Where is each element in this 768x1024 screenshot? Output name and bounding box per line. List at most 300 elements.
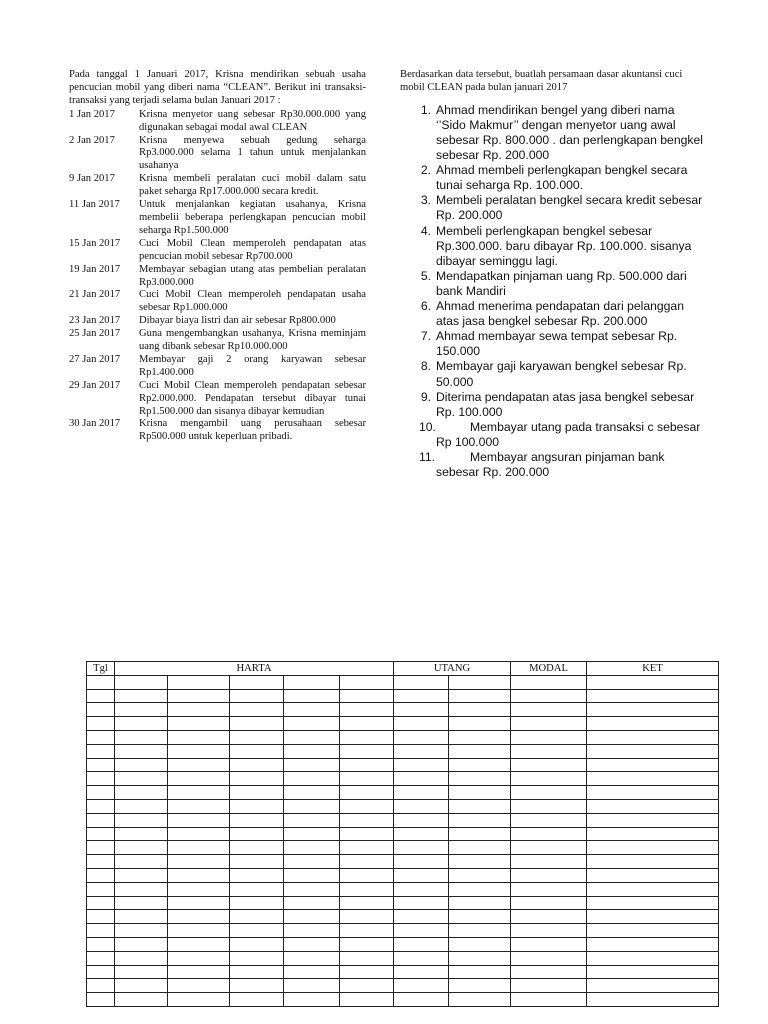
table-cell[interactable] bbox=[394, 689, 449, 703]
table-cell[interactable] bbox=[230, 896, 284, 910]
table-cell[interactable] bbox=[168, 799, 230, 813]
table-row bbox=[87, 882, 719, 896]
table-cell[interactable] bbox=[587, 896, 719, 910]
table-cell[interactable] bbox=[168, 937, 230, 951]
table-cell[interactable] bbox=[168, 717, 230, 731]
table-cell[interactable] bbox=[340, 772, 394, 786]
transaction-date: 29 Jan 2017 bbox=[69, 379, 121, 391]
table-cell[interactable] bbox=[449, 882, 511, 896]
table-cell[interactable] bbox=[449, 675, 511, 689]
table-cell[interactable] bbox=[511, 786, 587, 800]
exercise-text: Membayar gaji karyawan bengkel sebesar Rp. 50.000 bbox=[436, 359, 687, 389]
table-row bbox=[87, 965, 719, 979]
table-cell[interactable] bbox=[394, 896, 449, 910]
table-cell[interactable] bbox=[168, 910, 230, 924]
table-cell[interactable] bbox=[449, 855, 511, 869]
table-cell[interactable] bbox=[168, 965, 230, 979]
table-cell[interactable] bbox=[284, 951, 340, 965]
table-cell[interactable] bbox=[511, 841, 587, 855]
table-cell[interactable] bbox=[87, 689, 115, 703]
table-cell[interactable] bbox=[87, 937, 115, 951]
transaction-date: 23 Jan 2017 bbox=[69, 315, 121, 327]
table-cell[interactable] bbox=[115, 772, 168, 786]
table-cell[interactable] bbox=[511, 924, 587, 938]
table-cell[interactable] bbox=[230, 855, 284, 869]
table-cell[interactable] bbox=[87, 675, 115, 689]
table-cell[interactable] bbox=[394, 827, 449, 841]
table-cell[interactable] bbox=[340, 924, 394, 938]
table-row bbox=[87, 937, 719, 951]
exercise-number: 8. bbox=[420, 359, 431, 374]
table-cell[interactable] bbox=[284, 855, 340, 869]
table-cell[interactable] bbox=[511, 730, 587, 744]
table-cell[interactable] bbox=[511, 993, 587, 1007]
exercise-number: 4. bbox=[420, 223, 431, 238]
table-cell[interactable] bbox=[340, 896, 394, 910]
table-cell[interactable] bbox=[87, 993, 115, 1007]
table-cell[interactable] bbox=[587, 689, 719, 703]
table-cell[interactable] bbox=[284, 979, 340, 993]
transaction-date: 15 Jan 2017 bbox=[69, 237, 121, 249]
transaction-description: Membayar gaji 2 orang karyawan sebesar Rp1.400.000 bbox=[139, 353, 366, 378]
table-cell[interactable] bbox=[115, 730, 168, 744]
transaction-description: Krisna menyetor uang sebesar Rp30.000.000 yang digunakan sebagai modal awal CLEAN bbox=[139, 108, 366, 133]
table-cell[interactable] bbox=[230, 717, 284, 731]
table-cell[interactable] bbox=[87, 855, 115, 869]
table-cell[interactable] bbox=[587, 703, 719, 717]
exercise-list bbox=[400, 103, 705, 480]
transaction-date: 30 Jan 2017 bbox=[69, 418, 121, 430]
table-cell[interactable] bbox=[284, 717, 340, 731]
table-cell[interactable] bbox=[230, 689, 284, 703]
table-cell[interactable] bbox=[511, 689, 587, 703]
table-cell[interactable] bbox=[284, 924, 340, 938]
table-cell[interactable] bbox=[511, 965, 587, 979]
table-cell[interactable] bbox=[511, 675, 587, 689]
intro-paragraph: Pada tanggal 1 Januari 2017, Krisna mendirikan sebuah usaha pencucian mobil yang diberi nama “CLEAN”. Berikut ini transaksi-transaksi yang terjadi selama bulan Januari 2017 : bbox=[69, 69, 366, 106]
table-cell[interactable] bbox=[87, 924, 115, 938]
table-cell[interactable] bbox=[87, 896, 115, 910]
table-cell[interactable] bbox=[168, 772, 230, 786]
table-cell[interactable] bbox=[340, 827, 394, 841]
table-row bbox=[87, 868, 719, 882]
table-cell[interactable] bbox=[115, 689, 168, 703]
table-cell[interactable] bbox=[511, 910, 587, 924]
table-cell[interactable] bbox=[230, 910, 284, 924]
table-cell[interactable] bbox=[230, 675, 284, 689]
table-cell[interactable] bbox=[340, 993, 394, 1007]
transaction-date: 25 Jan 2017 bbox=[69, 328, 121, 340]
table-cell[interactable] bbox=[284, 937, 340, 951]
table-cell[interactable] bbox=[115, 993, 168, 1007]
table-body bbox=[87, 675, 719, 1006]
table-cell[interactable] bbox=[284, 896, 340, 910]
table-cell[interactable] bbox=[394, 868, 449, 882]
table-cell[interactable] bbox=[394, 813, 449, 827]
table-cell[interactable] bbox=[587, 882, 719, 896]
table-cell[interactable] bbox=[87, 882, 115, 896]
transaction-item bbox=[69, 199, 366, 238]
exercise-item bbox=[400, 450, 705, 480]
table-cell[interactable] bbox=[168, 979, 230, 993]
table-cell[interactable] bbox=[587, 841, 719, 855]
table-cell[interactable] bbox=[115, 910, 168, 924]
table-cell[interactable] bbox=[394, 965, 449, 979]
transaction-list bbox=[69, 109, 366, 445]
table-cell[interactable] bbox=[394, 937, 449, 951]
table-cell[interactable] bbox=[115, 979, 168, 993]
table-cell[interactable] bbox=[230, 730, 284, 744]
table-cell[interactable] bbox=[449, 744, 511, 758]
table-cell[interactable] bbox=[168, 951, 230, 965]
table-row bbox=[87, 910, 719, 924]
table-cell[interactable] bbox=[340, 717, 394, 731]
table-cell[interactable] bbox=[284, 689, 340, 703]
table-cell[interactable] bbox=[394, 951, 449, 965]
table-cell[interactable] bbox=[449, 703, 511, 717]
table-cell[interactable] bbox=[230, 882, 284, 896]
exercise-item bbox=[400, 420, 705, 450]
table-cell[interactable] bbox=[449, 965, 511, 979]
table-cell[interactable] bbox=[340, 979, 394, 993]
transaction-date: 21 Jan 2017 bbox=[69, 289, 121, 301]
table-cell[interactable] bbox=[115, 827, 168, 841]
table-cell[interactable] bbox=[340, 799, 394, 813]
table-cell[interactable] bbox=[230, 799, 284, 813]
table-cell[interactable] bbox=[87, 841, 115, 855]
table-cell[interactable] bbox=[587, 979, 719, 993]
table-cell[interactable] bbox=[168, 730, 230, 744]
accounting-equation-table bbox=[86, 661, 719, 1007]
table-cell[interactable] bbox=[449, 910, 511, 924]
table-cell[interactable] bbox=[340, 786, 394, 800]
table-cell[interactable] bbox=[340, 703, 394, 717]
table-cell[interactable] bbox=[511, 937, 587, 951]
transaction-description: Krisna menyewa sebuah gedung seharga Rp3.000.000 selama 1 tahun untuk menjalankan usahanya bbox=[139, 134, 366, 172]
table-cell[interactable] bbox=[115, 937, 168, 951]
table-cell[interactable] bbox=[449, 730, 511, 744]
table-cell[interactable] bbox=[115, 813, 168, 827]
table-cell[interactable] bbox=[340, 937, 394, 951]
table-cell[interactable] bbox=[394, 675, 449, 689]
table-cell[interactable] bbox=[340, 744, 394, 758]
table-cell[interactable] bbox=[511, 855, 587, 869]
table-cell[interactable] bbox=[230, 758, 284, 772]
table-cell[interactable] bbox=[168, 882, 230, 896]
table-cell[interactable] bbox=[284, 882, 340, 896]
table-cell[interactable] bbox=[511, 703, 587, 717]
exercise-number: 10. bbox=[419, 419, 436, 434]
table-cell[interactable] bbox=[284, 758, 340, 772]
table-cell[interactable] bbox=[511, 799, 587, 813]
table-row bbox=[87, 993, 719, 1007]
table-cell[interactable] bbox=[230, 868, 284, 882]
table-cell[interactable] bbox=[168, 675, 230, 689]
table-cell[interactable] bbox=[511, 882, 587, 896]
table-cell[interactable] bbox=[87, 730, 115, 744]
transaction-item bbox=[69, 135, 366, 174]
table-cell[interactable] bbox=[394, 786, 449, 800]
table-cell[interactable] bbox=[587, 813, 719, 827]
table-cell[interactable] bbox=[284, 675, 340, 689]
table-cell[interactable] bbox=[230, 841, 284, 855]
table-cell[interactable] bbox=[340, 882, 394, 896]
table-cell[interactable] bbox=[394, 979, 449, 993]
table-cell[interactable] bbox=[115, 786, 168, 800]
table-cell[interactable] bbox=[87, 703, 115, 717]
header-modal: MODAL bbox=[511, 662, 587, 676]
table-cell[interactable] bbox=[394, 924, 449, 938]
table-cell[interactable] bbox=[449, 717, 511, 731]
header-utang: UTANG bbox=[394, 662, 511, 676]
table-cell[interactable] bbox=[87, 965, 115, 979]
table-cell[interactable] bbox=[587, 993, 719, 1007]
table-cell[interactable] bbox=[284, 744, 340, 758]
table-cell[interactable] bbox=[587, 799, 719, 813]
table-cell[interactable] bbox=[449, 924, 511, 938]
table-cell[interactable] bbox=[394, 993, 449, 1007]
table-cell[interactable] bbox=[587, 786, 719, 800]
table-cell[interactable] bbox=[168, 841, 230, 855]
table-cell[interactable] bbox=[449, 772, 511, 786]
table-cell[interactable] bbox=[394, 730, 449, 744]
table-cell[interactable] bbox=[115, 951, 168, 965]
table-cell[interactable] bbox=[394, 717, 449, 731]
table-row bbox=[87, 813, 719, 827]
transaction-date: 11 Jan 2017 bbox=[69, 199, 120, 211]
table-cell[interactable] bbox=[394, 758, 449, 772]
table-cell[interactable] bbox=[284, 993, 340, 1007]
table-cell[interactable] bbox=[168, 813, 230, 827]
table-cell[interactable] bbox=[340, 730, 394, 744]
transaction-date: 9 Jan 2017 bbox=[69, 173, 115, 185]
table-cell[interactable] bbox=[284, 703, 340, 717]
table-cell[interactable] bbox=[87, 799, 115, 813]
table-cell[interactable] bbox=[449, 937, 511, 951]
table-cell[interactable] bbox=[87, 717, 115, 731]
table-cell[interactable] bbox=[115, 758, 168, 772]
exercise-item bbox=[400, 103, 705, 163]
table-cell[interactable] bbox=[449, 993, 511, 1007]
table-cell[interactable] bbox=[168, 758, 230, 772]
table-cell[interactable] bbox=[230, 772, 284, 786]
table-cell[interactable] bbox=[587, 744, 719, 758]
table-cell[interactable] bbox=[340, 675, 394, 689]
table-cell[interactable] bbox=[394, 855, 449, 869]
table-cell[interactable] bbox=[449, 813, 511, 827]
table-cell[interactable] bbox=[449, 896, 511, 910]
table-cell[interactable] bbox=[115, 717, 168, 731]
table-cell[interactable] bbox=[340, 689, 394, 703]
table-cell[interactable] bbox=[284, 799, 340, 813]
table-cell[interactable] bbox=[340, 855, 394, 869]
table-cell[interactable] bbox=[394, 841, 449, 855]
exercise-text: Membeli perlengkapan bengkel sebesar Rp.300.000. baru dibayar Rp. 100.000. sisanya dibayar seminggu lagi. bbox=[436, 223, 692, 268]
table-cell[interactable] bbox=[449, 827, 511, 841]
exercise-item bbox=[400, 329, 705, 359]
table-cell[interactable] bbox=[511, 979, 587, 993]
table-cell[interactable] bbox=[449, 841, 511, 855]
table-cell[interactable] bbox=[587, 758, 719, 772]
table-cell[interactable] bbox=[230, 786, 284, 800]
table-cell[interactable] bbox=[511, 813, 587, 827]
table-row bbox=[87, 799, 719, 813]
table-cell[interactable] bbox=[340, 910, 394, 924]
table-cell[interactable] bbox=[168, 827, 230, 841]
transaction-description: Cuci Mobil Clean memperoleh pendapatan usaha sebesar Rp1.000.000 bbox=[139, 289, 366, 314]
exercise-number: 11. bbox=[419, 449, 436, 464]
table-cell[interactable] bbox=[587, 772, 719, 786]
table-cell[interactable] bbox=[394, 910, 449, 924]
table-cell[interactable] bbox=[230, 813, 284, 827]
table-cell[interactable] bbox=[511, 758, 587, 772]
header-tgl: Tgl bbox=[87, 662, 115, 676]
exercise-item bbox=[400, 269, 705, 299]
table-cell[interactable] bbox=[230, 951, 284, 965]
exercise-number: 7. bbox=[420, 329, 431, 344]
table-cell[interactable] bbox=[587, 924, 719, 938]
table-cell[interactable] bbox=[449, 799, 511, 813]
table-cell[interactable] bbox=[394, 744, 449, 758]
table-cell[interactable] bbox=[587, 937, 719, 951]
table-cell[interactable] bbox=[168, 868, 230, 882]
table-cell[interactable] bbox=[168, 786, 230, 800]
table-cell[interactable] bbox=[230, 744, 284, 758]
table-cell[interactable] bbox=[284, 786, 340, 800]
table-cell[interactable] bbox=[115, 675, 168, 689]
table-cell[interactable] bbox=[230, 993, 284, 1007]
table-cell[interactable] bbox=[511, 772, 587, 786]
table-cell[interactable] bbox=[115, 744, 168, 758]
table-cell[interactable] bbox=[115, 703, 168, 717]
table-cell[interactable] bbox=[284, 841, 340, 855]
transaction-item bbox=[69, 418, 366, 444]
table-cell[interactable] bbox=[511, 717, 587, 731]
table-cell[interactable] bbox=[168, 744, 230, 758]
table-cell[interactable] bbox=[230, 979, 284, 993]
transaction-item bbox=[69, 354, 366, 380]
table-cell[interactable] bbox=[449, 979, 511, 993]
table-cell[interactable] bbox=[587, 910, 719, 924]
table-cell[interactable] bbox=[115, 868, 168, 882]
transaction-date: 19 Jan 2017 bbox=[69, 263, 121, 275]
table-cell[interactable] bbox=[115, 799, 168, 813]
table-cell[interactable] bbox=[284, 868, 340, 882]
transaction-description: Untuk menjalankan kegiatan usahanya, Krisna membelii beberapa perlengkapan pencucian mobil seharga Rp1.500.000 bbox=[139, 199, 366, 236]
table-cell[interactable] bbox=[87, 827, 115, 841]
exercise-section bbox=[400, 69, 705, 480]
table-cell[interactable] bbox=[340, 965, 394, 979]
table-cell[interactable] bbox=[230, 965, 284, 979]
table-cell[interactable] bbox=[340, 841, 394, 855]
table-cell[interactable] bbox=[284, 730, 340, 744]
header-harta: HARTA bbox=[115, 662, 394, 676]
table-cell[interactable] bbox=[394, 882, 449, 896]
table-cell[interactable] bbox=[449, 951, 511, 965]
table-cell[interactable] bbox=[87, 758, 115, 772]
table-cell[interactable] bbox=[340, 813, 394, 827]
table-cell[interactable] bbox=[449, 786, 511, 800]
table-cell[interactable] bbox=[115, 841, 168, 855]
table-cell[interactable] bbox=[115, 965, 168, 979]
table-cell[interactable] bbox=[115, 896, 168, 910]
table-cell[interactable] bbox=[284, 965, 340, 979]
table-row bbox=[87, 951, 719, 965]
table-cell[interactable] bbox=[511, 868, 587, 882]
table-cell[interactable] bbox=[587, 951, 719, 965]
table-cell[interactable] bbox=[587, 965, 719, 979]
table-cell[interactable] bbox=[587, 717, 719, 731]
table-cell[interactable] bbox=[168, 896, 230, 910]
table-cell[interactable] bbox=[394, 799, 449, 813]
exercise-number: 9. bbox=[420, 389, 431, 404]
table-cell[interactable] bbox=[87, 868, 115, 882]
table-cell[interactable] bbox=[340, 758, 394, 772]
table-cell[interactable] bbox=[449, 758, 511, 772]
table-cell[interactable] bbox=[168, 689, 230, 703]
table-cell[interactable] bbox=[394, 772, 449, 786]
table-cell[interactable] bbox=[511, 896, 587, 910]
table-cell[interactable] bbox=[449, 868, 511, 882]
table-cell[interactable] bbox=[230, 703, 284, 717]
table-cell[interactable] bbox=[87, 951, 115, 965]
table-cell[interactable] bbox=[284, 910, 340, 924]
table-cell[interactable] bbox=[87, 813, 115, 827]
transaction-item bbox=[69, 289, 366, 315]
table-cell[interactable] bbox=[115, 855, 168, 869]
table-cell[interactable] bbox=[449, 689, 511, 703]
table-cell[interactable] bbox=[587, 730, 719, 744]
table-cell[interactable] bbox=[230, 937, 284, 951]
exercise-number: 5. bbox=[420, 268, 431, 283]
table-cell[interactable] bbox=[168, 993, 230, 1007]
table-cell[interactable] bbox=[230, 827, 284, 841]
table-cell[interactable] bbox=[115, 882, 168, 896]
exercise-item bbox=[400, 224, 705, 269]
table-cell[interactable] bbox=[168, 924, 230, 938]
table-cell[interactable] bbox=[511, 744, 587, 758]
table-cell[interactable] bbox=[511, 827, 587, 841]
table-row bbox=[87, 703, 719, 717]
table-cell[interactable] bbox=[340, 951, 394, 965]
table-cell[interactable] bbox=[394, 703, 449, 717]
table-cell[interactable] bbox=[284, 813, 340, 827]
table-cell[interactable] bbox=[230, 924, 284, 938]
table-cell[interactable] bbox=[284, 827, 340, 841]
transaction-item bbox=[69, 238, 366, 264]
table-cell[interactable] bbox=[587, 675, 719, 689]
exercise-text: Ahmad menerima pendapatan dari pelanggan atas jasa bengkel sebesar Rp. 200.000 bbox=[436, 299, 684, 329]
table-cell[interactable] bbox=[87, 744, 115, 758]
table-cell[interactable] bbox=[587, 855, 719, 869]
table-cell[interactable] bbox=[340, 868, 394, 882]
exercise-instruction: Berdasarkan data tersebut, buatlah persamaan dasar akuntansi cuci mobil CLEAN pada bulan januari 2017 bbox=[400, 69, 683, 93]
transaction-item bbox=[69, 328, 366, 354]
table-cell[interactable] bbox=[587, 827, 719, 841]
table-cell[interactable] bbox=[87, 910, 115, 924]
transaction-description: Cuci Mobil Clean memperoleh pendapatan atas pencucian mobil sebesar Rp700.000 bbox=[139, 237, 366, 262]
table-cell[interactable] bbox=[284, 772, 340, 786]
table-cell[interactable] bbox=[115, 924, 168, 938]
table-cell[interactable] bbox=[87, 979, 115, 993]
table-cell[interactable] bbox=[587, 868, 719, 882]
table-cell[interactable] bbox=[87, 786, 115, 800]
table-cell[interactable] bbox=[511, 951, 587, 965]
table-cell[interactable] bbox=[87, 772, 115, 786]
transaction-description: Membayar sebagian utang atas pembelian peralatan Rp3.000.000 bbox=[139, 263, 366, 288]
table-cell[interactable] bbox=[168, 703, 230, 717]
table-cell[interactable] bbox=[168, 855, 230, 869]
